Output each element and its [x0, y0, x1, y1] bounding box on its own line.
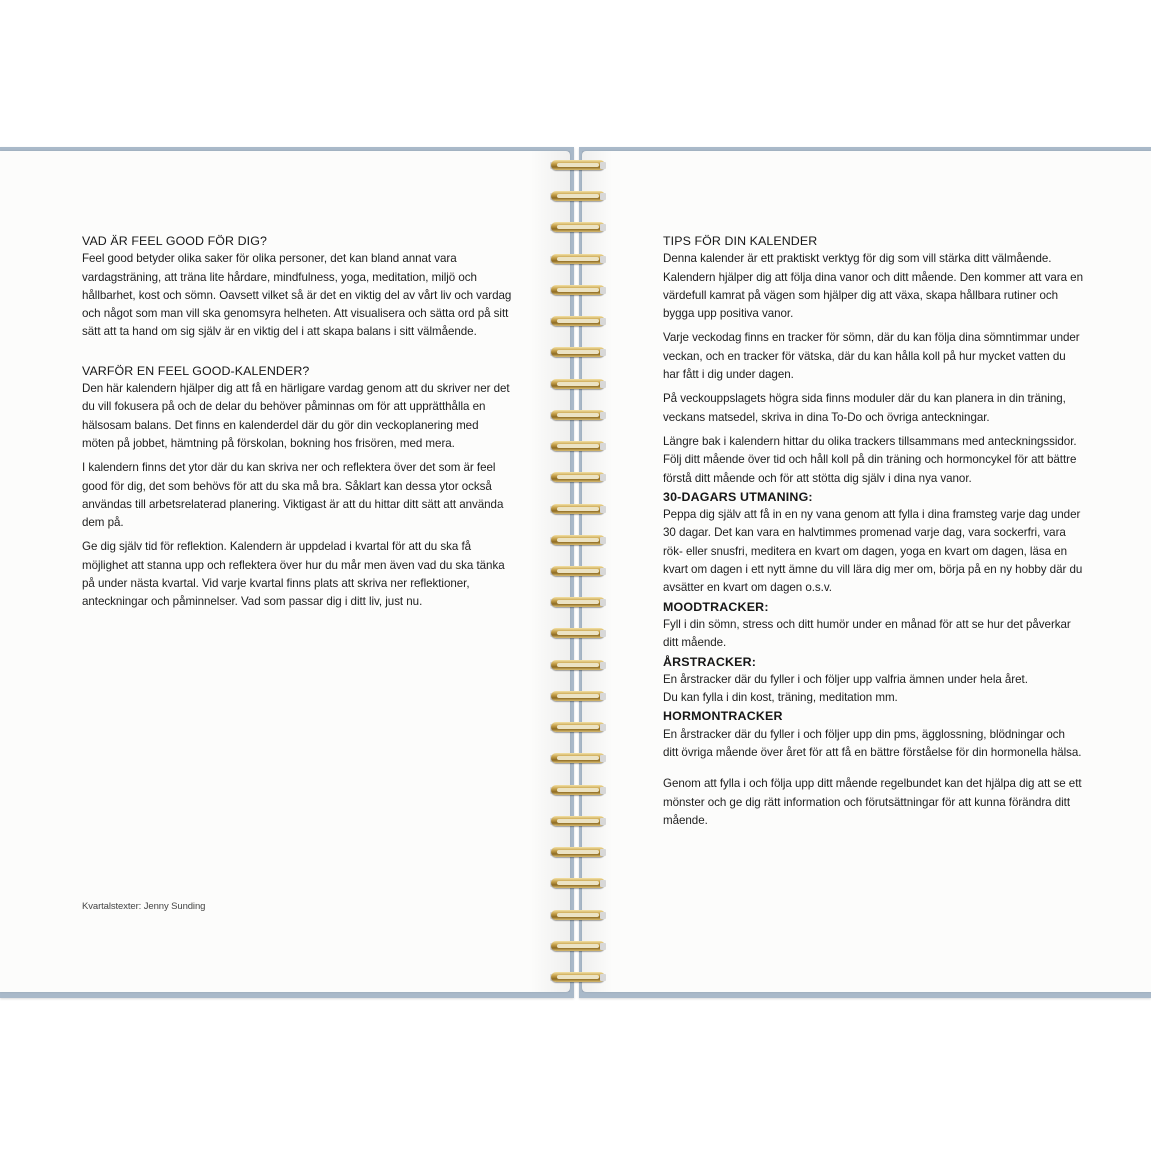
section-title-hormone-tracker: HORMONTRACKER: [663, 709, 783, 724]
paragraph-line: Du kan fylla i din kost, träning, meditation mm.: [663, 691, 898, 705]
spiral-ring: [547, 658, 609, 672]
left-page-text: [82, 232, 512, 612]
paragraph: Peppa dig själv att få in en ny vana genom att fylla i dina framsteg varje dag under 30 dagar. Det kan vara en halvtimmes promenad varje dag, vara sockerfri, vara rök- eller snusfri, meditera en kvart om dagen, yoga en kvart om dagen, läsa en kvart om dagen i ett nytt ämne du vill lära dig mer om, börja på en ny hobby där du avsätter en kvart om dagen o.s.v.: [663, 508, 1083, 595]
spiral-ring: [547, 502, 609, 516]
spiral-ring: [547, 970, 609, 984]
paragraph: Varje veckodag finns en tracker för sömn, där du kan följa dina sömntimmar under veckan, och en tracker för vätska, där du kan hålla koll på hur mycket vatten du har fått i dig under dagen.: [663, 331, 1080, 382]
section-title-year-tracker: ÅRSTRACKER:: [663, 654, 757, 669]
spiral-ring: [547, 564, 609, 578]
spiral-ring: [547, 220, 609, 234]
spiral-ring: [547, 533, 609, 547]
spiral-ring: [547, 751, 609, 765]
spiral-ring: [547, 345, 609, 359]
paragraph-line: En årstracker där du fyller i och följer upp valfria ämnen under hela året.: [663, 672, 1028, 686]
credit-line: Kvartalstexter: Jenny Sunding: [82, 901, 206, 912]
section-title-why-calendar: VARFÖR EN FEEL GOOD-KALENDER?: [82, 363, 310, 378]
spiral-ring: [547, 595, 609, 609]
spiral-ring: [547, 689, 609, 703]
spiral-ring: [547, 470, 609, 484]
spiral-ring: [547, 158, 609, 172]
section-title-30-day-challenge: 30-DAGARS UTMANING:: [663, 489, 813, 504]
paragraph-closing: Genom att fylla i och följa upp ditt mående regelbundet kan det hjälpa dig att se ett mönster och ge dig rätt information och förutsättningar för att kunna förändra ditt mående.: [663, 777, 1082, 827]
spiral-ring: [547, 283, 609, 297]
paragraph: Längre bak i kalendern hittar du olika trackers tillsammans med anteckningssidor. Följ ditt mående över tid och håll koll på din träning och hormoncykel för att bättre förstå ditt mående och för att stötta dig själv i dina nya vanor.: [663, 434, 1077, 485]
spiral-ring: [547, 845, 609, 859]
paragraph: En årstracker där du fyller i och följer upp din pms, ägglossning, blödningar och ditt övriga mående över året för att få en bättre förståelse för din hormonella hälsa.: [663, 727, 1082, 760]
paragraph: I kalendern finns det ytor där du kan skriva ner och reflektera över det som är feel good för dig, det som behövs för att du ska må bra. Såklart kan dessa ytor också användas till arbetsrelaterad planering. Viktigast är att du hittar ditt sätt att använda dem på.: [82, 461, 504, 530]
spiral-ring: [547, 626, 609, 640]
spiral-ring: [547, 377, 609, 391]
spiral-ring: [547, 908, 609, 922]
paragraph: Ge dig själv tid för reflektion. Kalendern är uppdelad i kvartal för att du ska få möjlighet att stanna upp och reflektera över hur du mår men även vad du ska tänka på under nästa kvartal. Vid varje kvartal finns plats att skriva ner reflektioner, anteckningar och påminnelser. Vad som passar dig i ditt liv, just nu.: [82, 540, 505, 609]
spiral-ring: [547, 720, 609, 734]
spiral-ring: [547, 189, 609, 203]
spiral-binding: [547, 158, 609, 984]
spiral-ring: [547, 408, 609, 422]
section-title-moodtracker: MOODTRACKER:: [663, 599, 769, 614]
section-title-feel-good: VAD ÄR FEEL GOOD FÖR DIG?: [82, 234, 267, 248]
spiral-ring: [547, 783, 609, 797]
spiral-ring: [547, 252, 609, 266]
spiral-ring: [547, 939, 609, 953]
paragraph: Den här kalendern hjälper dig att få en härligare vardag genom att du skriver ner det du vill fokusera på och de delar du behöver påminnas om för att upprätthålla en hälsosam balans. Det finns en kalenderdel där du gör din veckoplanering med möten på jobbet, hämtning på förskolan, bokning hos frisören, med mera.: [82, 382, 510, 450]
paragraph: På veckouppslagets högra sida finns moduler där du kan planera in din träning, veckans matsedel, skriva in dina To-Do och övriga anteckningar.: [663, 392, 1066, 424]
right-page-text: [663, 232, 1083, 830]
paragraph: Denna kalender är ett praktiskt verktyg för dig som vill stärka ditt välmående. Kalendern hjälper dig att följa dina vanor och ditt mående. Den kommer att vara en värdefull kamrat på vägen som hjälper dig att växa, skapa hållbara rutiner och bygga upp positiva vanor.: [663, 252, 1083, 321]
paragraph: Fyll i din sömn, stress och ditt humör under en månad för att se hur det påverkar ditt mående.: [663, 617, 1071, 650]
spiral-ring: [547, 439, 609, 453]
section-title-tips: TIPS FÖR DIN KALENDER: [663, 234, 818, 248]
spiral-ring: [547, 314, 609, 328]
spiral-ring: [547, 814, 609, 828]
paragraph: Feel good betyder olika saker för olika personer, det kan bland annat vara vardagsträning, att träna lite hårdare, mindfulness, yoga, meditation, miljö och hållbarhet, kost och sömn. Oavsett vilket så är det en viktig del av vårt liv och vardag och något som man vill ska genomsyra helheten. Att visualisera och sätta ord på sitt sätt att ta hand om sig själv är en viktig del i att skapa balans i sitt välmående.: [82, 252, 512, 339]
spiral-ring: [547, 876, 609, 890]
